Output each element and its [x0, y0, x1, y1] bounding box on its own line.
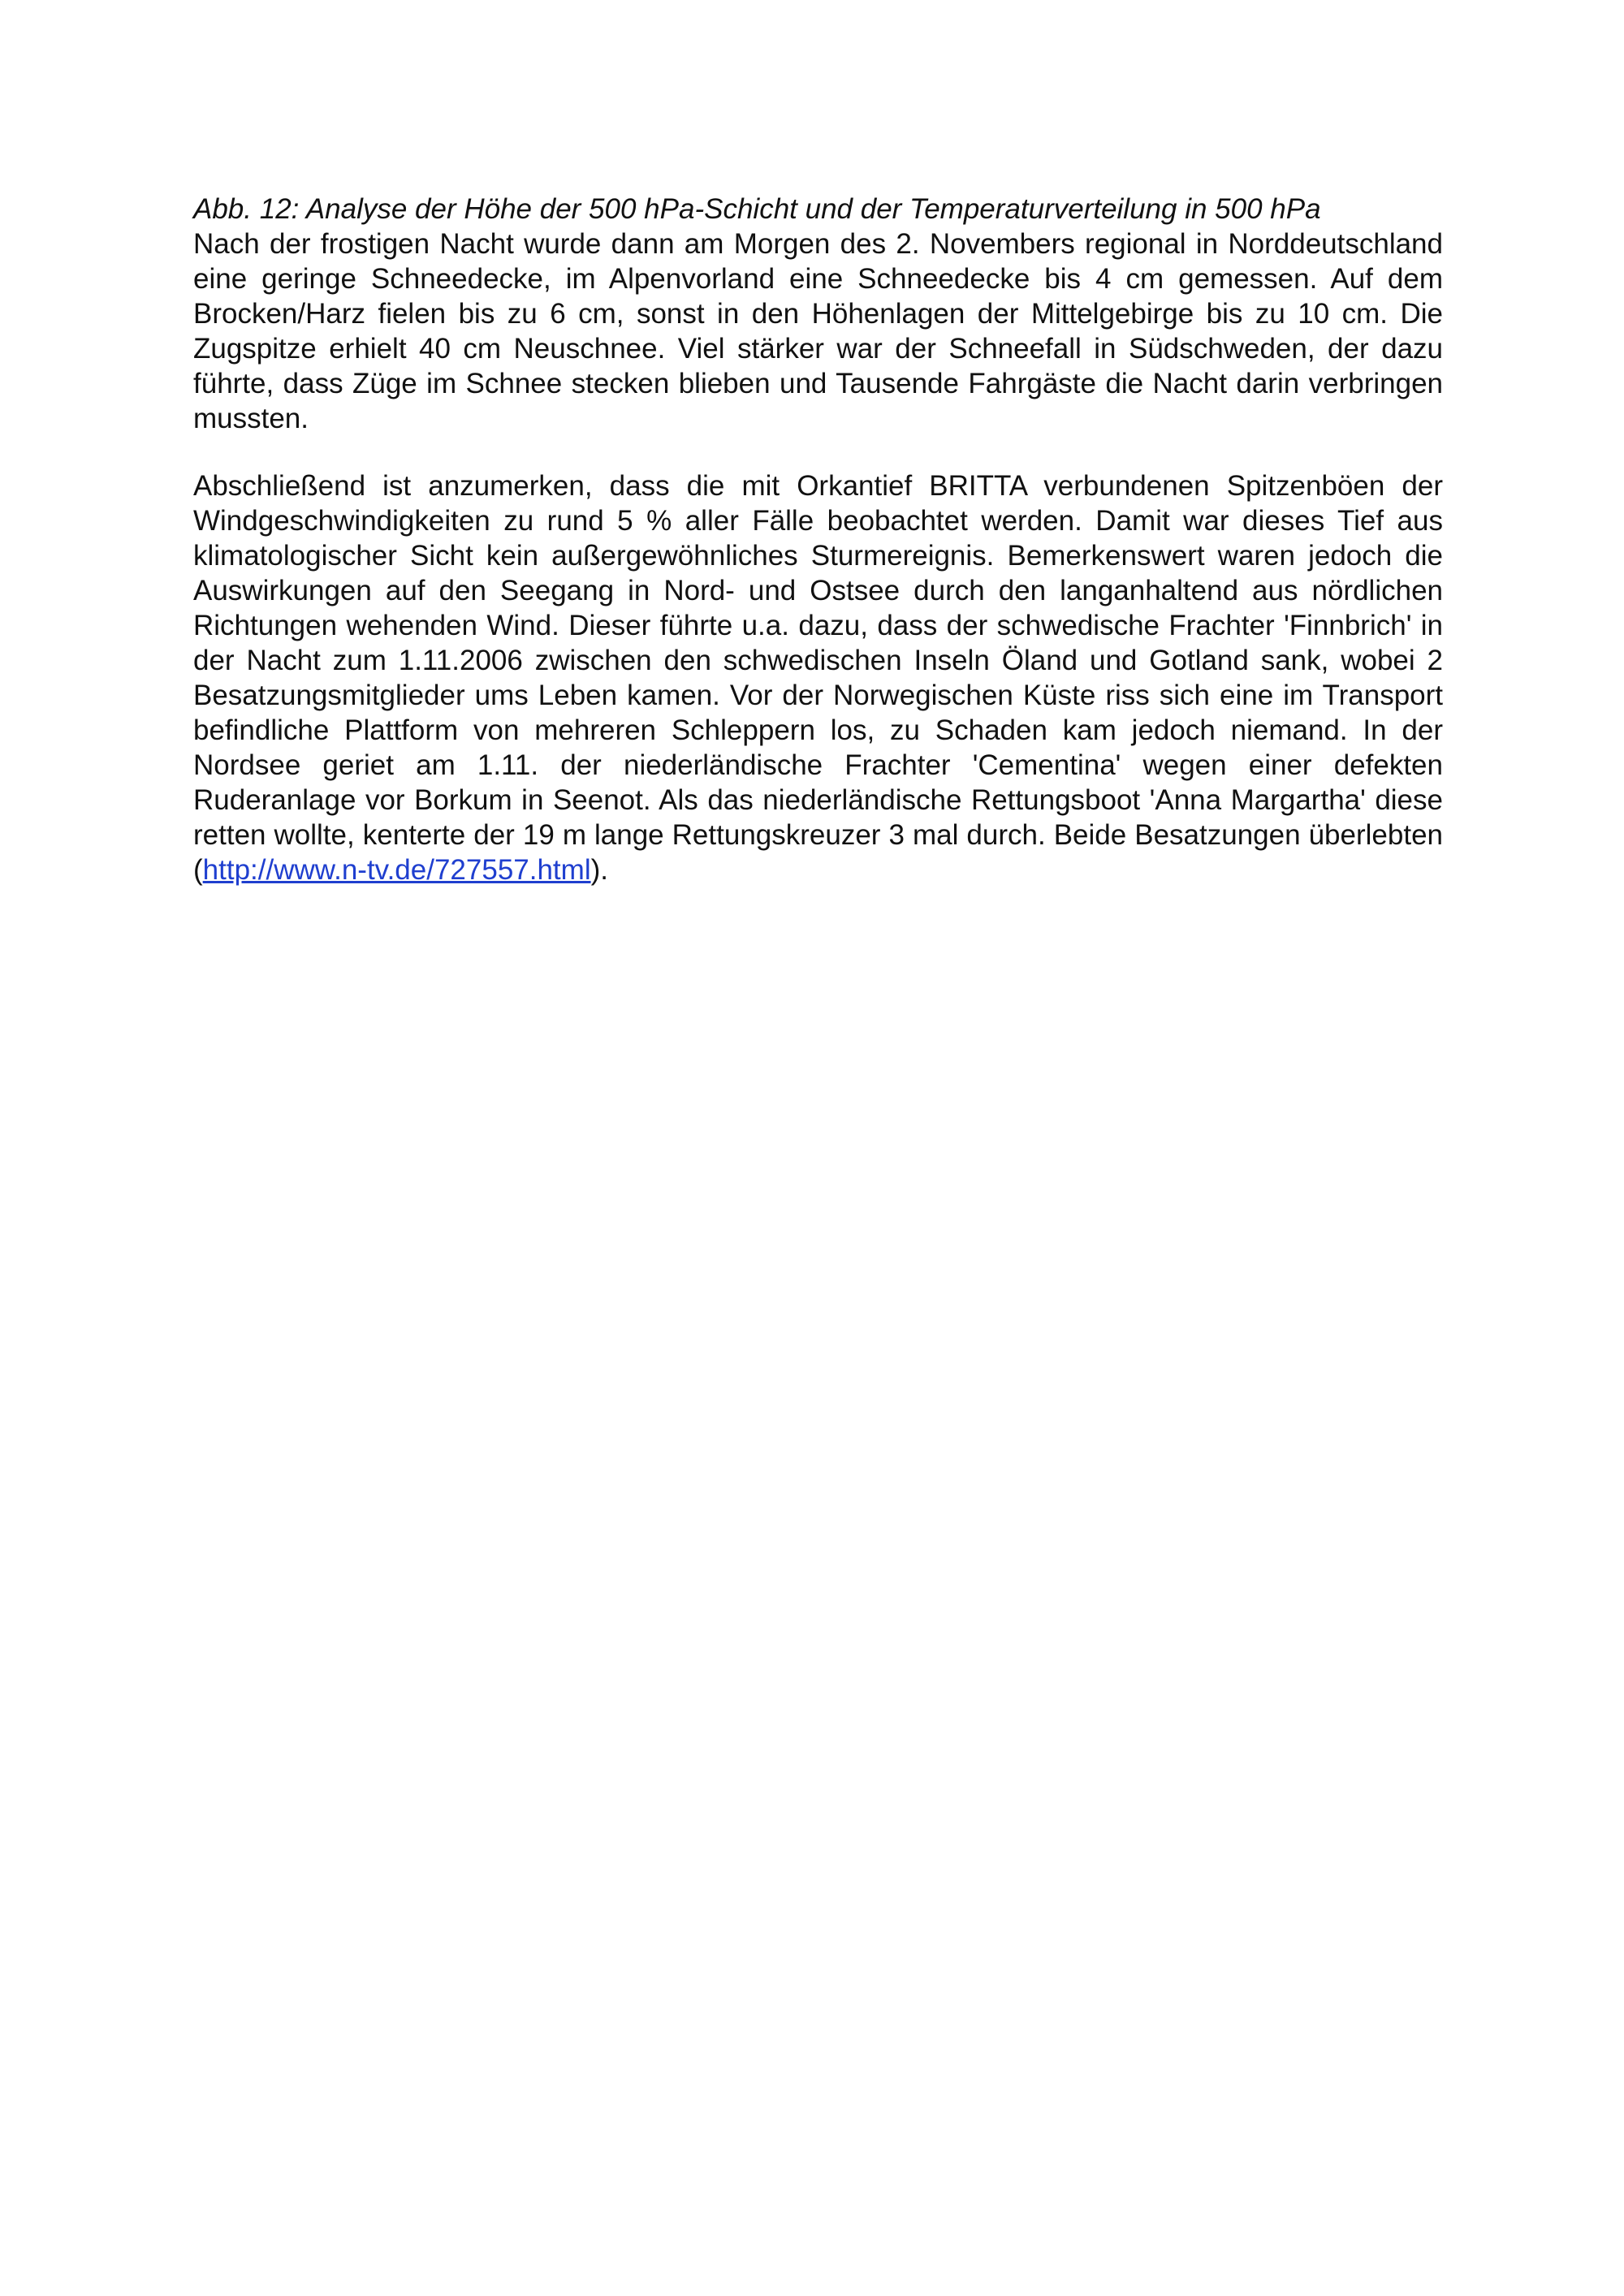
paragraph-snowfall: Nach der frostigen Nacht wurde dann am Morgen des 2. Novembers regional in Norddeutschland eine geringe Schneedecke, im Alpenvorland eine Schneedecke bis 4 cm gemessen. Auf dem Brocken/Harz fielen bis zu 6 cm, sonst in den Höhenlagen der Mittelgebirge bis zu 10 cm. Die Zugspitze erhielt 40 cm Neuschnee. Viel stärker war der Schneefall in Südschweden, der dazu führte, dass Züge im Schnee stecken blieben und Tausende Fahrgäste die Nacht darin verbringen mussten. — [193, 228, 1443, 434]
paragraph-storm-impact-tail: ). — [590, 854, 608, 886]
figure-caption: Abb. 12: Analyse der Höhe der 500 hPa-Schicht und der Temperaturverteilung in 500 hPa — [193, 193, 1321, 225]
paragraph-storm-impact — [193, 468, 1443, 887]
document-body — [193, 192, 1443, 887]
paragraph-storm-impact-text: Abschließend ist anzumerken, dass die mit Orkantief BRITTA verbundenen Spitzenböen der Windgeschwindigkeiten zu rund 5 % aller Fälle beobachtet werden. Damit war dieses Tief aus klimatologischer Sicht kein außergewöhnliches Sturmereignis. Bemerkenswert waren jedoch die Auswirkungen auf den Seegang in Nord- und Ostsee durch den langanhaltend aus nördlichen Richtungen wehenden Wind. Dieser führte u.a. dazu, dass der schwedische Frachter 'Finnbrich' in der Nacht zum 1.11.2006 zwischen den schwedischen Inseln Öland und Gotland sank, wobei 2 Besatzungsmitglieder ums Leben kamen. Vor der Norwegischen Küste riss sich eine im Transport befindliche Plattform von mehreren Schleppern los, zu Schaden kam jedoch niemand. In der Nordsee geriet am 1.11. der niederländische Frachter 'Cementina' wegen einer defekten Ruderanlage vor Borkum in Seenot. Als das niederländische Rettungsboot 'Anna Margartha' diese retten wollte, kenterte der 19 m lange Rettungskreuzer 3 mal durch. Beide Besatzungen überlebten ( — [193, 470, 1443, 886]
source-link[interactable]: http://www.n-tv.de/727557.html — [202, 854, 591, 886]
